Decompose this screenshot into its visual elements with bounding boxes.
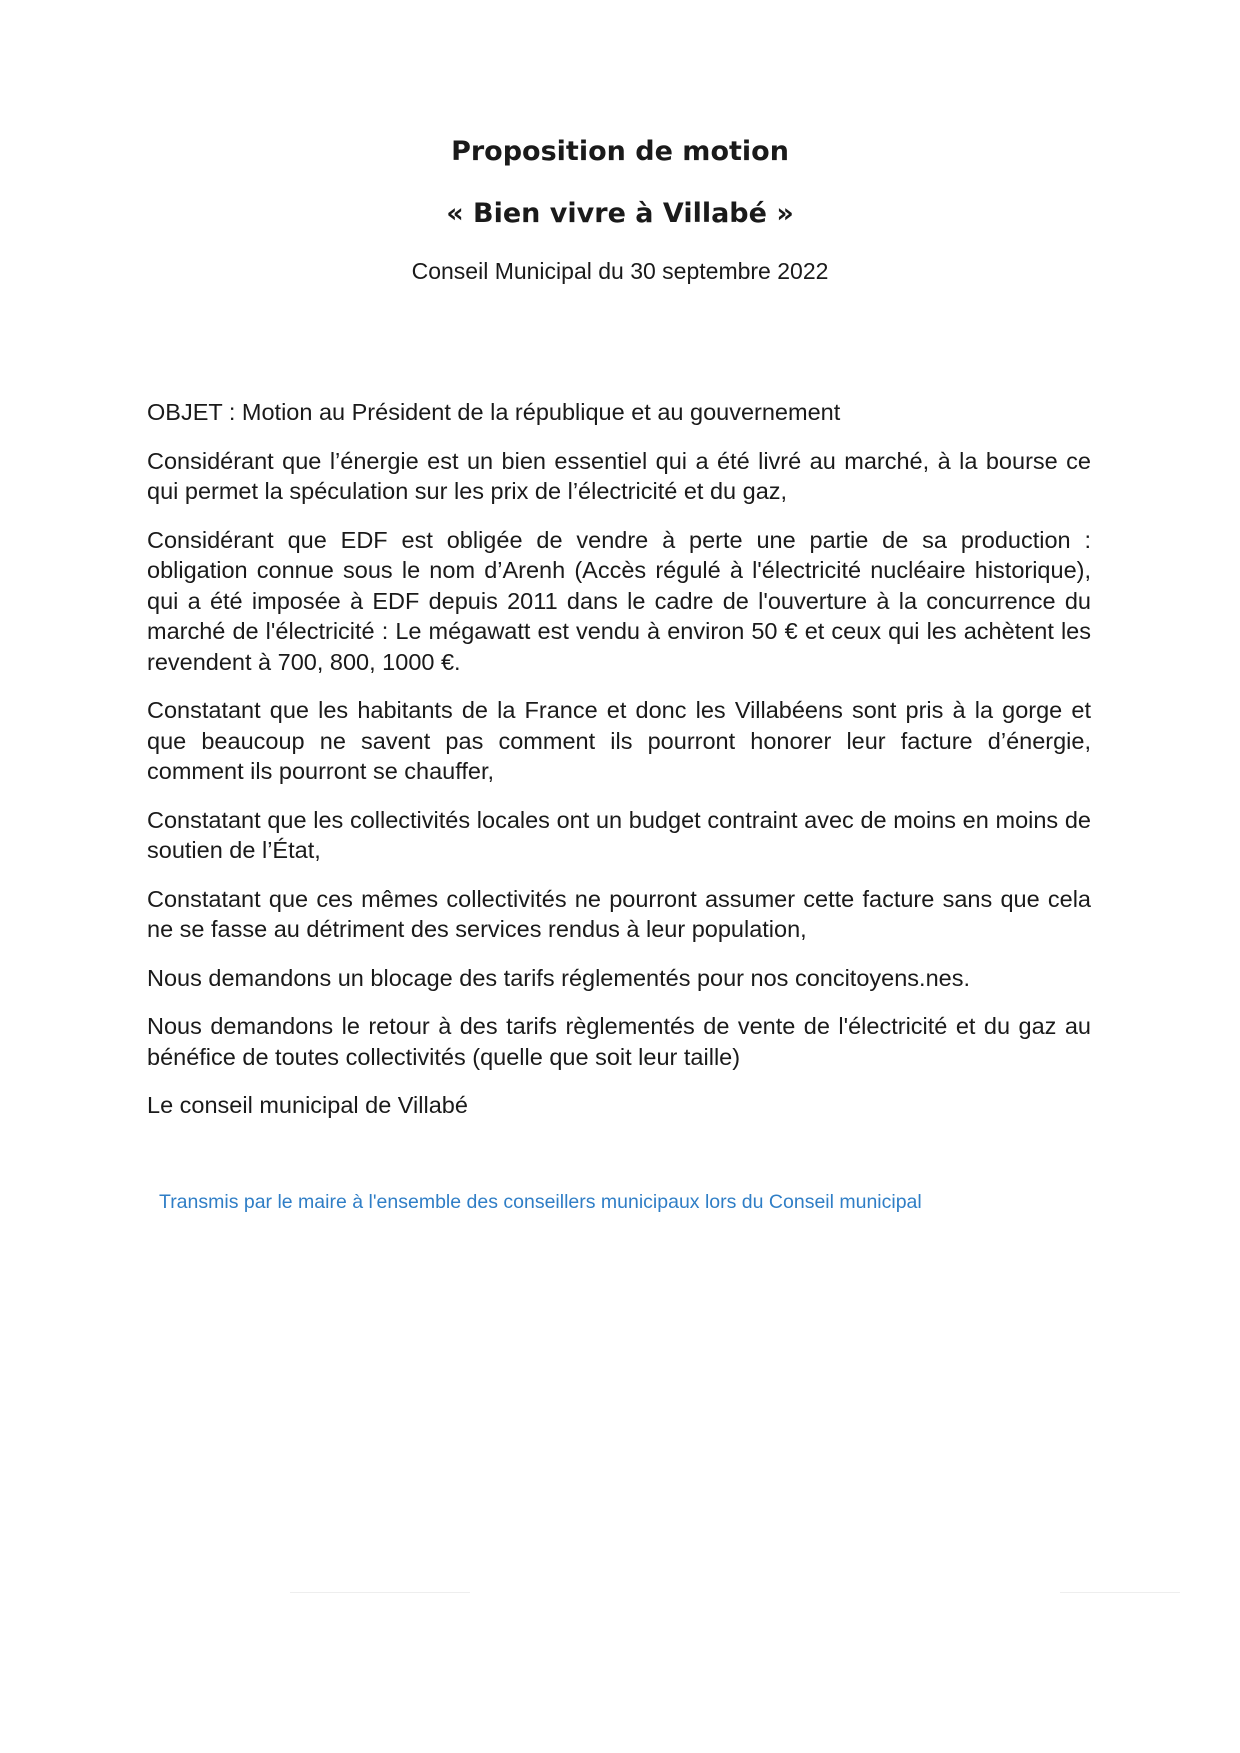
document-subtitle: « Bien vivre à Villabé » — [446, 198, 794, 229]
paragraph: Constatant que les habitants de la France et donc les Villabéens sont pris à la gorge et que beaucoup ne savent pas comment ils pourront honorer leur facture d’énergie, comment ils pourront se chauffer, — [147, 697, 1091, 784]
paragraph: Considérant que l’énergie est un bien essentiel qui a été livré au marché, à la bourse ce qui permet la spéculation sur les prix de l’électricité et du gaz, — [147, 447, 1091, 504]
paragraph: Constatant que ces mêmes collectivités ne pourront assumer cette facture sans que cela ne se fasse au détriment des services rendus à leur population, — [147, 885, 1091, 942]
signature-line: Le conseil municipal de Villabé — [147, 1092, 468, 1118]
scan-artifact — [290, 1592, 470, 1593]
paragraph: Considérant que EDF est obligée de vendre à perte une partie de sa production : obligation connue sous le nom d’Arenh (Accès régulé à l'électricité nucléaire historique), qui a été imposée à EDF depuis 2011 dans le cadre de l'ouverture à la concurrence du marché de l'électricité : Le mégawatt est vendu à environ 50 € et ceux qui les achètent les revendent à 700, 800, 1000 €. — [147, 526, 1091, 675]
object-line: OBJET : Motion au Président de la république et au gouvernement — [147, 399, 841, 425]
paragraph: Constatant que les collectivités locales ont un budget contraint avec de moins en moins de soutien de l’État, — [147, 806, 1091, 863]
motion-body — [147, 397, 1091, 1139]
paragraph: Nous demandons le retour à des tarifs règlementés de vente de l'électricité et du gaz au bénéfice de toutes collectivités (quelle que soit leur taille) — [147, 1013, 1091, 1070]
paragraph: Nous demandons un blocage des tarifs réglementés pour nos concitoyens.nes. — [147, 964, 970, 991]
scan-artifact — [1060, 1592, 1180, 1593]
transmission-note: Transmis par le maire à l'ensemble des conseillers municipaux lors du Conseil municipal — [159, 1191, 922, 1213]
meeting-date: Conseil Municipal du 30 septembre 2022 — [411, 258, 829, 284]
document-title: Proposition de motion — [451, 136, 789, 167]
